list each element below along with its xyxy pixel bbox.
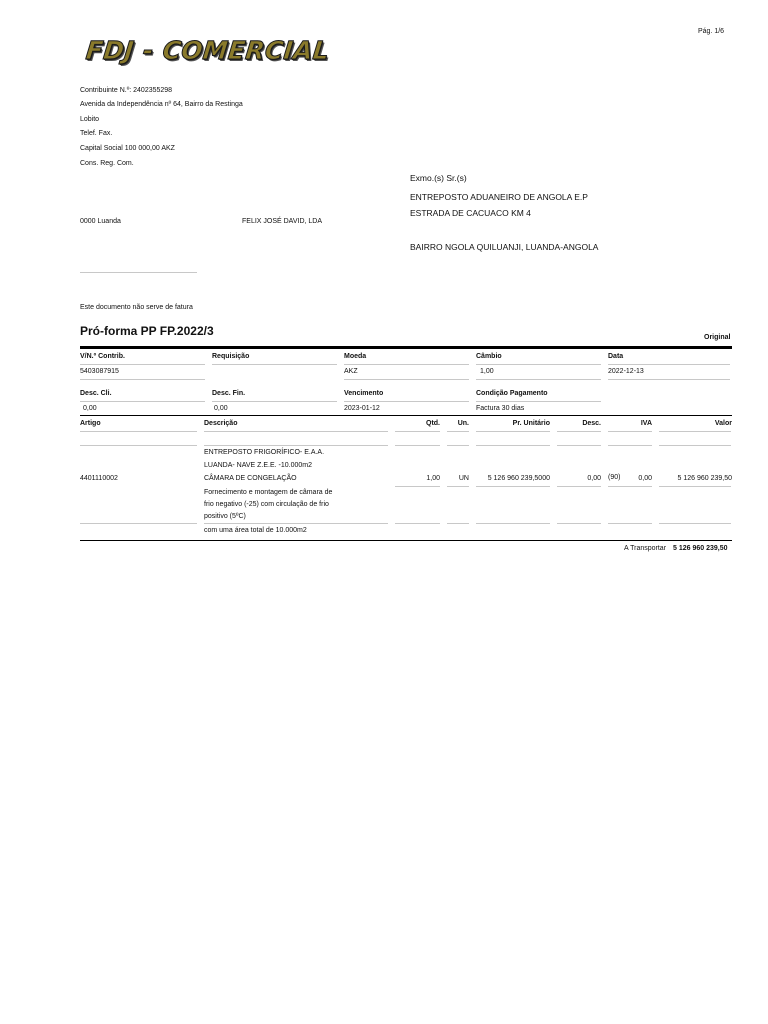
cell-underline [204, 523, 388, 524]
item-discount: 0,00 [587, 475, 601, 482]
cell-underline [659, 445, 731, 446]
meta-underline [212, 401, 337, 402]
meta-underline [80, 379, 205, 380]
company-logo: FDJ - COMERCIAL [84, 36, 331, 65]
cell-underline [659, 486, 731, 487]
meta-value-desc-cli: 0,00 [83, 405, 97, 412]
meta-value-contrib: 5403087915 [80, 368, 119, 375]
cell-underline [476, 445, 550, 446]
meta-underline [344, 401, 469, 402]
recipient-area: BAIRRO NGOLA QUILUANJI, LUANDA-ANGOLA [410, 242, 599, 252]
cell-underline [608, 486, 652, 487]
meta-label-data: Data [608, 353, 624, 360]
cell-underline [395, 431, 440, 432]
item-note-line-4: com uma área total de 10.000m2 [204, 527, 307, 534]
item-note-line-2: frio negativo (-25) com circulação de frio [204, 501, 329, 508]
item-code: 4401110002 [80, 475, 118, 482]
col-header-descricao: Descrição [204, 420, 238, 427]
recipient-street: ESTRADA DE CACUACO KM 4 [410, 208, 531, 218]
col-header-qtd: Qtd. [426, 420, 440, 427]
meta-underline [344, 364, 469, 365]
company-phone: Telef. Fax. [80, 130, 113, 137]
meta-underline [80, 401, 205, 402]
cell-underline [447, 486, 469, 487]
company-owner: FELIX JOSÉ DAVID, LDA [242, 218, 323, 225]
meta-underline [344, 379, 469, 380]
recipient-salutation: Exmo.(s) Sr.(s) [410, 173, 467, 183]
signature-line [80, 272, 197, 273]
cell-underline [204, 431, 388, 432]
transport-value: 5 126 960 239,50 [673, 545, 728, 552]
meta-label-vencimento: Vencimento [344, 390, 384, 397]
meta-label-moeda: Moeda [344, 353, 367, 360]
company-registry: Cons. Reg. Com. [80, 160, 134, 167]
meta-value-data: 2022-12-13 [608, 368, 644, 375]
cell-underline [608, 431, 652, 432]
company-postal: 0000 Luanda [80, 218, 121, 225]
cell-underline [608, 523, 652, 524]
meta-value-desc-fin: 0,00 [214, 405, 228, 412]
col-header-iva: IVA [640, 420, 652, 427]
cell-underline [557, 431, 601, 432]
cell-underline [476, 486, 550, 487]
meta-label-condicao: Condição Pagamento [476, 390, 548, 397]
item-iva: 0,00 [638, 475, 652, 482]
col-header-desc: Desc. [582, 420, 601, 427]
meta-value-vencimento: 2023-01-12 [344, 405, 380, 412]
meta-underline [476, 401, 601, 402]
item-unit: UN [458, 475, 469, 482]
cell-underline [80, 431, 197, 432]
meta-label-cambio: Câmbio [476, 353, 502, 360]
col-header-pr-unitario: Pr. Unitário [512, 420, 550, 427]
meta-underline [608, 379, 730, 380]
company-address: Avenida da Independência nº 64, Bairro da Restinga [80, 101, 243, 108]
cell-underline [557, 445, 601, 446]
cell-underline [557, 523, 601, 524]
meta-underline [476, 379, 601, 380]
col-header-artigo: Artigo [80, 420, 101, 427]
item-description: CÂMARA DE CONGELAÇÃO [204, 475, 297, 482]
meta-value-moeda: AKZ [344, 368, 358, 375]
item-desc-line-1: ENTREPOSTO FRIGORÍFICO- E.A.A. [204, 449, 325, 456]
meta-label-desc-fin: Desc. Fin. [212, 390, 246, 397]
cell-underline [447, 445, 469, 446]
cell-underline [80, 523, 197, 524]
meta-label-requisicao: Requisição [212, 353, 250, 360]
item-unit-price: 5 126 960 239,5000 [487, 475, 550, 482]
meta-value-condicao: Factura 30 dias [476, 405, 525, 412]
col-header-valor: Valor [714, 420, 732, 427]
cell-underline [447, 523, 469, 524]
cell-underline [659, 523, 731, 524]
cell-underline [608, 445, 652, 446]
cell-underline [659, 431, 731, 432]
meta-underline [80, 364, 205, 365]
item-value: 5 126 960 239,50 [677, 475, 732, 482]
copy-label: Original [704, 334, 731, 341]
page-number: Pág. 1/6 [698, 28, 725, 35]
meta-underline [476, 364, 601, 365]
cell-underline [476, 523, 550, 524]
col-header-un: Un. [457, 420, 469, 427]
cell-underline [395, 523, 440, 524]
recipient-name: ENTREPOSTO ADUANEIRO DE ANGOLA E.P [410, 192, 588, 202]
cell-underline [204, 445, 388, 446]
cell-underline [447, 431, 469, 432]
item-qty: 1,00 [426, 475, 440, 482]
cell-underline [476, 431, 550, 432]
meta-value-cambio: 1,00 [480, 368, 494, 375]
item-note-line-3: positivo (5ºC) [204, 513, 246, 520]
meta-label-contrib: V/N.º Contrib. [80, 353, 125, 360]
company-city: Lobito [80, 116, 100, 123]
company-nif: Contribuinte N.º: 2402355298 [80, 87, 173, 94]
document-title: Pró-forma PP FP.2022/3 [80, 324, 214, 338]
header-rule [80, 346, 732, 349]
company-capital: Capital Social 100 000,00 AKZ [80, 145, 175, 152]
cell-underline [395, 486, 440, 487]
meta-label-desc-cli: Desc. Cli. [80, 390, 112, 397]
cell-underline [557, 486, 601, 487]
meta-underline [608, 364, 730, 365]
table-top-rule [80, 415, 732, 416]
table-bottom-rule [80, 540, 732, 541]
transport-label: A Transportar [624, 545, 667, 552]
item-iva-code: (90) [608, 474, 621, 481]
item-note-line-1: Fornecimento e montagem de câmara de [204, 489, 333, 496]
item-desc-line-2: LUANDA- NAVE Z.E.E. -10.000m2 [204, 462, 313, 469]
meta-underline [212, 364, 337, 365]
cell-underline [395, 445, 440, 446]
cell-underline [80, 445, 197, 446]
document-notice: Este documento não serve de fatura [80, 304, 193, 311]
